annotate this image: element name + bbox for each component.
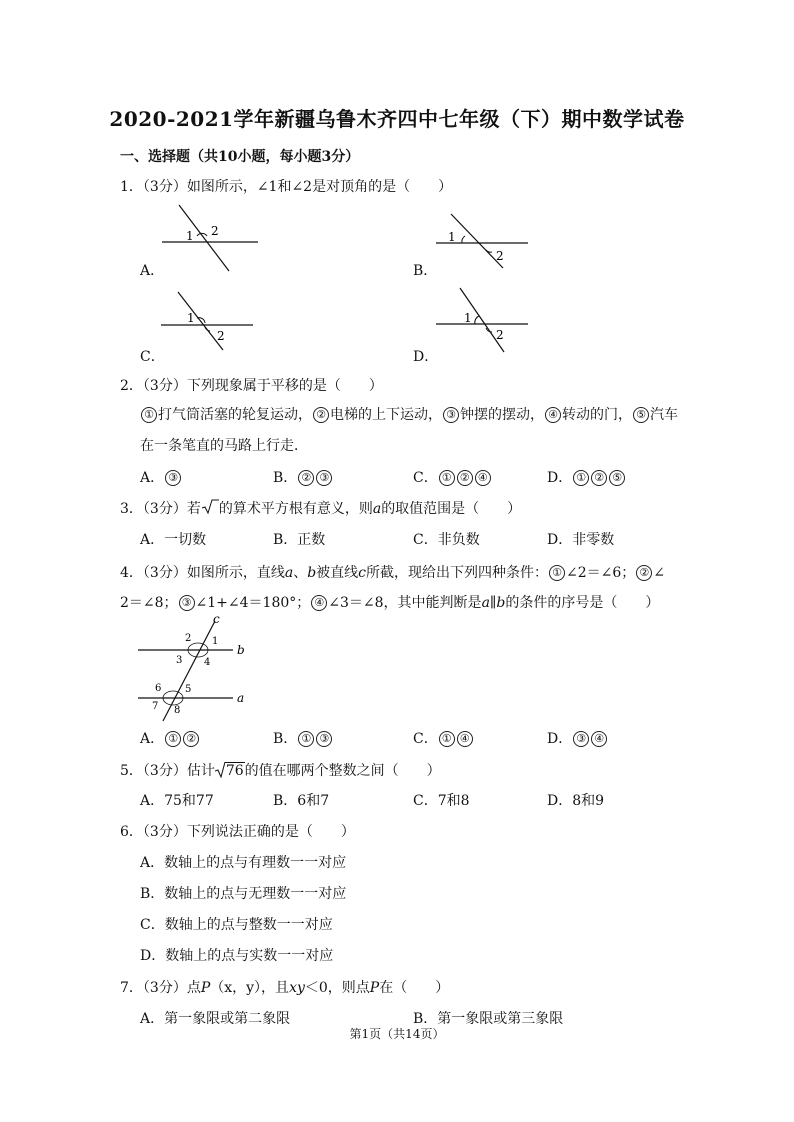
circled-num: ③ [316,470,332,486]
circled-num: ③ [165,470,181,486]
circled-num: ⑤ [609,470,625,486]
q5-option-a[interactable]: A．75和77 [140,793,214,809]
q1-stem: 1．（3分）如图所示，∠1和∠2是对顶角的是（ ） [120,179,453,195]
circled-2: ② [313,407,329,423]
q1-option-c[interactable]: C． [140,349,165,365]
option-label: A． [140,731,165,747]
q2-items-line2: 在一条笔直的马路上行走． [140,438,308,454]
option-label: D． [547,731,573,747]
q2-option-c[interactable] [413,467,492,487]
q4-stem-line1 [120,562,665,582]
q4-figure [133,613,255,723]
q4-cond1: ∠2＝∠6； [566,565,636,581]
fig-angle-6: 6 [155,683,162,694]
sqrt-icon [215,761,225,778]
fig-angle-2: 2 [185,633,192,644]
q3-var-a: a [372,501,382,517]
q3-option-d[interactable]: D．非零数 [547,532,615,548]
q4-option-b[interactable] [273,728,333,748]
page-title: 2020-2021学年新疆乌鲁木齐四中七年级（下）期中数学试卷 [109,107,685,131]
q3-post: 的算术平方根有意义，则 [218,501,373,517]
q2-item-1: 打气筒活塞的轮复运动， [158,407,312,423]
q1c-label-1: 1 [187,311,195,325]
q1-figure-d [430,286,540,354]
circled-num: ① [165,731,181,747]
q1a-label-1: 1 [186,229,194,243]
circled-num: ② [457,470,473,486]
q4-text: 被直线 [316,565,359,581]
circled-num: ③ [573,731,589,747]
circled-4: ④ [545,407,561,423]
q3-option-c[interactable]: C．非负数 [413,532,480,548]
q7-var-p: P [200,980,211,996]
page-footer: 第1页（共14页） [349,1027,445,1041]
sqrt-icon [201,499,219,515]
fig-angle-3: 3 [176,655,183,666]
q4-text: 4．（3分）如图所示，直线 [120,565,285,581]
q2-item-3: 钟摆的摆动， [460,407,544,423]
q6-option-b[interactable]: B．数轴上的点与无理数一一对应 [140,886,347,902]
circled-num: ② [183,731,199,747]
q4-cond2b: 2＝∠8； [120,595,178,611]
q2-item-5: 汽车 [650,407,678,423]
section-heading: 一、选择题（共10小题，每小题3分） [120,149,360,165]
q6-option-a[interactable]: A．数轴上的点与有理数一一对应 [140,855,347,871]
q7-cond: ＜0，则点 [304,980,370,996]
fig-angle-7: 7 [152,701,159,712]
q6-option-c[interactable]: C．数轴上的点与整数一一对应 [140,917,333,933]
option-label: D． [547,470,573,486]
q1-figure-a [150,203,270,275]
circled-4: ④ [311,595,327,611]
q3-post2: 的取值范围是（ ） [381,501,522,517]
fig-label-c: c [213,613,220,626]
q4-text: 的条件的序号是（ ） [505,595,660,611]
fig-angle-8: 8 [174,705,181,716]
q5-post: 的值在哪两个整数之间（ ） [244,763,441,779]
q2-option-d[interactable] [547,467,626,487]
q7-stem [120,977,449,997]
q1-figure-c [155,290,265,352]
circled-1: ① [141,407,157,423]
q5-radicand: 76 [225,763,244,779]
q7-post: 在（ ） [379,980,450,996]
q4-option-a[interactable] [140,728,200,748]
q5-pre: 5．（3分）估计 [120,763,215,779]
q1b-label-2: 2 [496,249,504,263]
q1-option-b[interactable]: B． [413,263,438,279]
option-label: C． [413,470,438,486]
option-label: B． [273,731,298,747]
q2-option-b[interactable] [273,467,333,487]
q4-cond3: ∠1+∠4＝180°； [195,595,311,611]
q7-option-a[interactable]: A．第一象限或第二象限 [140,1011,291,1027]
q2-option-a[interactable] [140,467,182,487]
fig-label-b: b [237,643,245,657]
circled-num: ④ [591,731,607,747]
circled-num: ③ [316,731,332,747]
option-label: C． [413,731,438,747]
q5-option-b[interactable]: B．6和7 [273,793,330,809]
q4-var-b: b [307,565,317,581]
q4-option-c[interactable] [413,728,474,748]
q3-pre: 3．（3分）若 [120,501,201,517]
circled-num: ④ [475,470,491,486]
q1-option-a[interactable]: A． [140,263,165,279]
q2-items-line1 [140,404,678,424]
circled-3: ③ [179,595,195,611]
fig-angle-4: 4 [204,657,211,668]
q4-option-d[interactable] [547,728,608,748]
q1b-label-1: 1 [448,230,456,244]
q6-stem: 6．（3分）下列说法正确的是（ ） [120,824,355,840]
circled-3: ③ [443,407,459,423]
q4-cond4: ∠3＝∠8，其中能判断是 [328,595,482,611]
circled-num: ① [439,470,455,486]
q1d-label-2: 2 [496,328,504,342]
circled-2: ② [636,565,652,581]
q1d-label-1: 1 [464,311,472,325]
q1a-label-2: 2 [211,224,219,238]
q4-stem-line2 [120,592,659,612]
q4-var-c: c [358,565,366,581]
q4-var-a: a [284,565,294,581]
circled-num: ② [298,470,314,486]
circled-num: ① [573,470,589,486]
q5-stem [120,760,441,780]
q4-text: 所截，现给出下列四种条件： [366,565,548,581]
fig-angle-5: 5 [185,684,192,695]
q5-option-c[interactable]: C．7和8 [413,793,470,809]
q7-var-p: P [369,980,380,996]
q2-item-4: 转动的门， [562,407,632,423]
q3-option-a[interactable]: A．一切数 [140,532,207,548]
q3-option-b[interactable]: B．正数 [273,532,326,548]
fig-angle-1: 1 [212,636,219,647]
q1-option-d[interactable]: D． [413,349,439,365]
option-label: B． [273,470,298,486]
q4-cond2a: ∠ [653,565,666,581]
q4-sep: 、 [293,565,308,581]
circled-num: ① [298,731,314,747]
q2-stem: 2．（3分）下列现象属于平移的是（ ） [120,378,383,394]
q3-stem [120,498,521,518]
q7-var-xy: xy [289,980,305,996]
circled-num: ① [439,731,455,747]
q7-pre: 7．（3分）点 [120,980,201,996]
q5-option-d[interactable]: D．8和9 [547,793,605,809]
circled-1: ① [549,565,565,581]
circled-num: ② [591,470,607,486]
circled-5: ⑤ [633,407,649,423]
q4-parallel: a∥b [481,595,506,611]
q1c-label-2: 2 [217,329,225,343]
q7-coord: （x，y），且 [210,980,290,996]
fig-label-a: a [237,691,245,705]
option-label: A． [140,470,165,486]
q6-option-d[interactable]: D．数轴上的点与实数一一对应 [140,948,334,964]
q2-item-2: 电梯的上下运动， [330,407,442,423]
q1-figure-b [430,212,540,270]
q7-option-b[interactable]: B．第一象限或第三象限 [413,1011,564,1027]
circled-num: ④ [457,731,473,747]
